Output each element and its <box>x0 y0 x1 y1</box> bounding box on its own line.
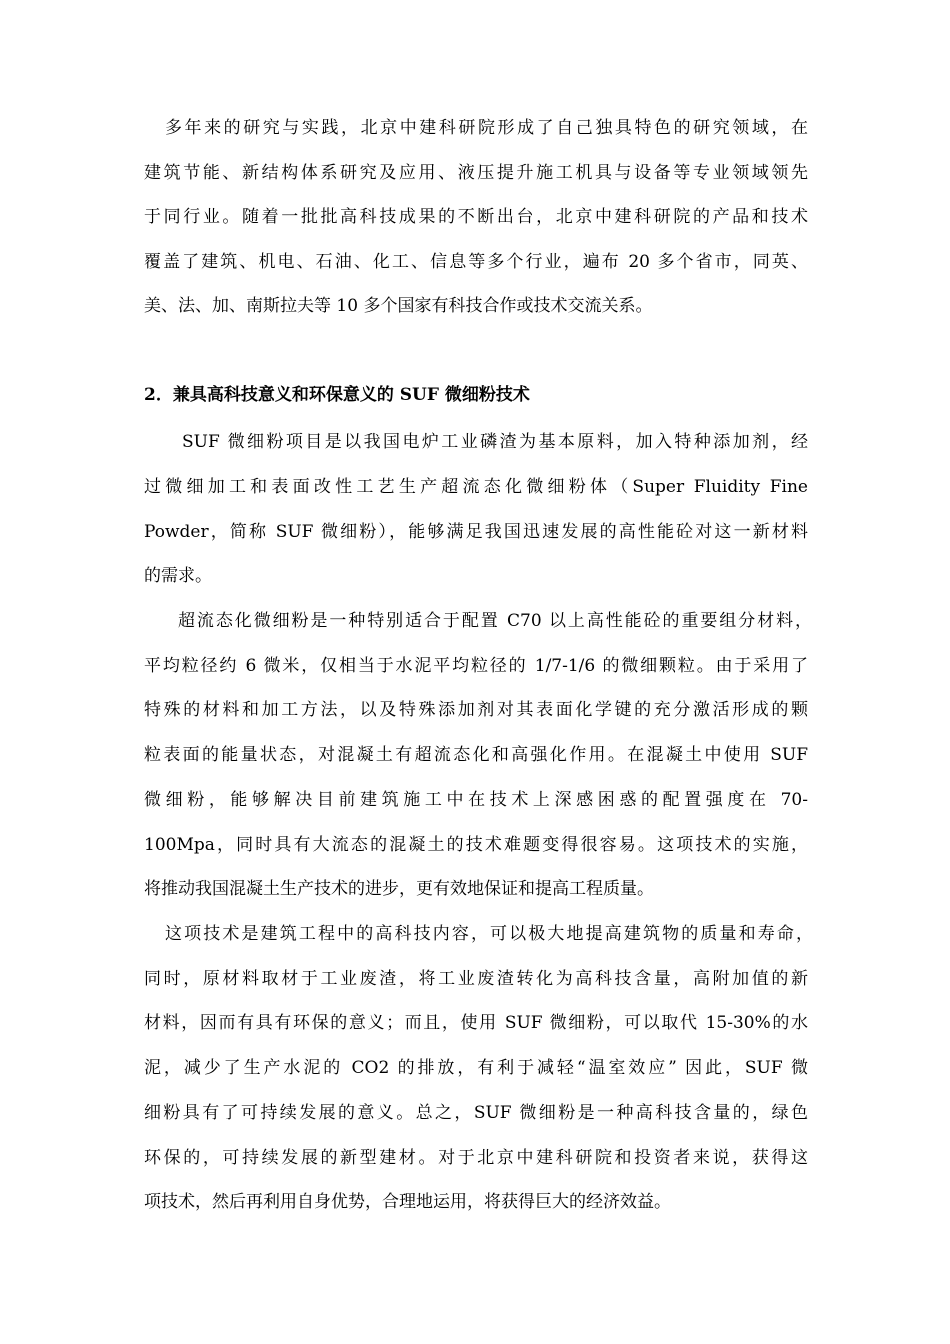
paragraph-line: 细粉具有了可持续发展的意义。总之，SUF 微细粉是一种高科技含量的，绿色 <box>144 1103 808 1123</box>
paragraph-line: 于同行业。随着一批批高科技成果的不断出台，北京中建科研院的产品和技术 <box>144 207 808 227</box>
paragraph-line: Powder，简称 SUF 微细粉），能够满足我国迅速发展的高性能砼对这一新材料 <box>144 522 808 542</box>
paragraph-line: 100Mpa，同时具有大流态的混凝土的技术难题变得很容易。这项技术的实施， <box>144 835 808 855</box>
paragraph-line: 平均粒径约 6 微米，仅相当于水泥平均粒径的 1/7-1/6 的微细颗粒。由于采用了 <box>144 656 808 676</box>
paragraph-line: 微细粉，能够解决目前建筑施工中在技术上深感困惑的配置强度在 70- <box>144 790 808 810</box>
paragraph-line: 美、法、加、南斯拉夫等 10 多个国家有科技合作或技术交流关系。 <box>144 296 653 316</box>
paragraph-line: 建筑节能、新结构体系研究及应用、液压提升施工机具与设备等专业领域领先 <box>144 163 808 183</box>
paragraph-line: 项技术，然后再利用自身优势，合理地运用，将获得巨大的经济效益。 <box>144 1192 671 1212</box>
paragraph-line: 覆盖了建筑、机电、石油、化工、信息等多个行业，遍布 20 多个省市，同英、 <box>144 252 808 272</box>
paragraph-line: 泥，减少了生产水泥的 CO2 的排放，有利于减轻“温室效应” 因此，SUF 微 <box>144 1058 808 1078</box>
paragraph-line: 这项技术是建筑工程中的高科技内容，可以极大地提高建筑物的质量和寿命， <box>165 924 813 944</box>
paragraph-line: 粒表面的能量状态，对混凝土有超流态化和高强化作用。在混凝土中使用 SUF <box>144 745 808 765</box>
paragraph-line: 将推动我国混凝土生产技术的进步，更有效地保证和提高工程质量。 <box>144 879 654 899</box>
paragraph-line: 超流态化微细粉是一种特别适合于配置 C70 以上高性能砼的重要组分材料， <box>178 611 812 631</box>
paragraph-line: SUF 微细粉项目是以我国电炉工业磷渣为基本原料，加入特种添加剂，经 <box>182 432 808 452</box>
paragraph-line: 环保的，可持续发展的新型建材。对于北京中建科研院和投资者来说，获得这 <box>144 1148 808 1168</box>
section-heading: 2．兼具高科技意义和环保意义的 SUF 微细粉技术 <box>144 385 530 405</box>
paragraph-line: 特殊的材料和加工方法，以及特殊添加剂对其表面化学键的充分激活形成的颗 <box>144 700 808 720</box>
paragraph-line: 材料，因而有具有环保的意义；而且，使用 SUF 微细粉，可以取代 15-30%的水 <box>144 1013 808 1033</box>
paragraph-line: 的需求。 <box>144 566 212 586</box>
paragraph-line: 同时，原材料取材于工业废渣，将工业废渣转化为高科技含量，高附加值的新 <box>144 969 808 989</box>
paragraph-line: 多年来的研究与实践，北京中建科研院形成了自己独具特色的研究领域，在 <box>165 118 808 138</box>
paragraph-line: 过微细加工和表面改性工艺生产超流态化微细粉体（Super Fluidity Fine <box>144 477 808 497</box>
